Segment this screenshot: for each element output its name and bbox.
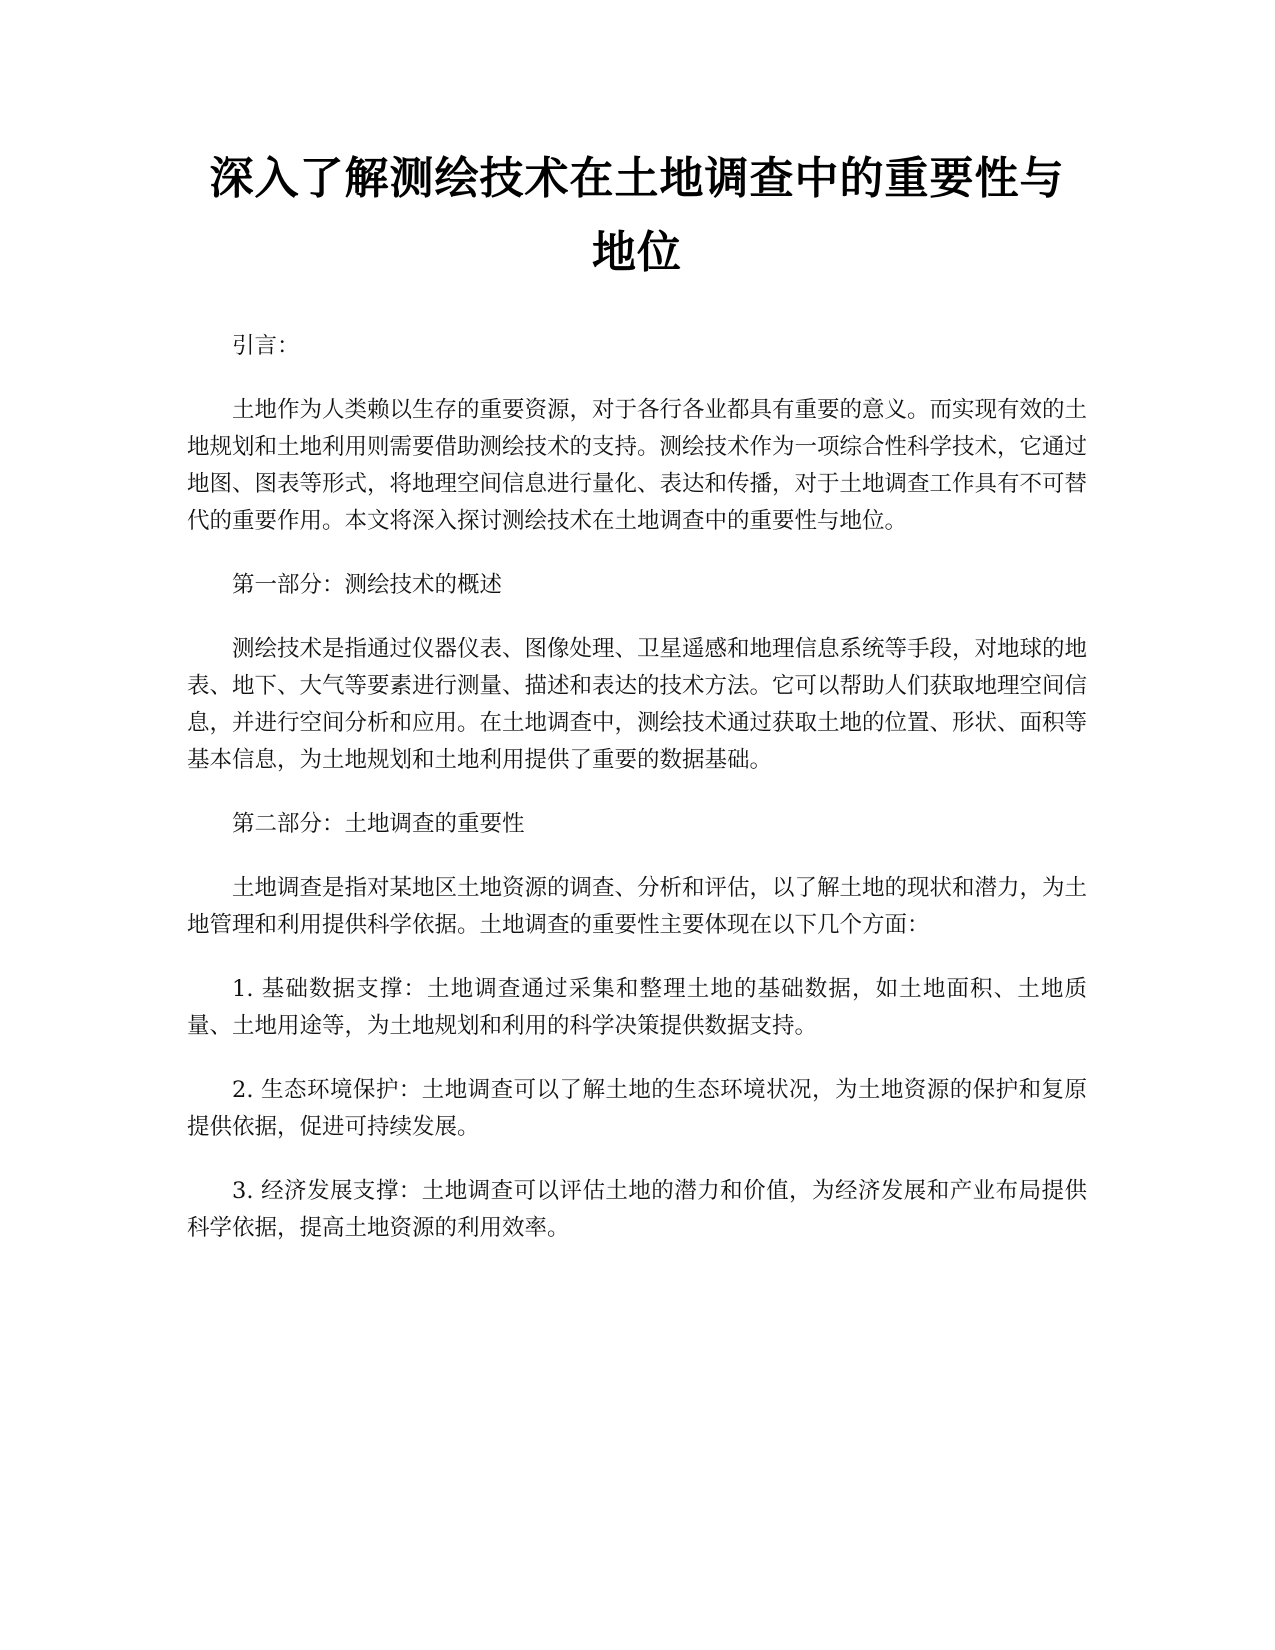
intro-paragraph: 土地作为人类赖以生存的重要资源，对于各行各业都具有重要的意义。而实现有效的土地规划和土地利用则需要借助测绘技术的支持。测绘技术作为一项综合性科学技术，它通过地图、图表等形式，将地理空间信息进行量化、表达和传播，对于土地调查工作具有不可替代的重要作用。本文将深入探讨测绘技术在土地调查中的重要性与地位。 <box>187 397 1088 534</box>
document-page <box>187 142 1087 1274</box>
list-item-3: 3. 经济发展支撑：土地调查可以评估土地的潜力和价值，为经济发展和产业布局提供科学依据，提高土地资源的利用效率。 <box>187 1178 1087 1241</box>
document-body <box>187 328 1087 1247</box>
section-1-paragraph: 测绘技术是指通过仪器仪表、图像处理、卫星遥感和地理信息系统等手段，对地球的地表、地下、大气等要素进行测量、描述和表达的技术方法。它可以帮助人们获取地理空间信息，并进行空间分析和应用。在土地调查中，测绘技术通过获取土地的位置、形状、面积等基本信息，为土地规划和土地利用提供了重要的数据基础。 <box>187 636 1088 773</box>
list-item-2: 2. 生态环境保护：土地调查可以了解土地的生态环境状况，为土地资源的保护和复原提供依据，促进可持续发展。 <box>187 1077 1087 1140</box>
document-title <box>187 142 1087 290</box>
section-2-paragraph: 土地调查是指对某地区土地资源的调查、分析和评估，以了解土地的现状和潜力，为土地管理和利用提供科学依据。土地调查的重要性主要体现在以下几个方面： <box>187 875 1088 938</box>
list-item-1: 1. 基础数据支撑：土地调查通过采集和整理土地的基础数据，如土地面积、土地质量、土地用途等，为土地规划和利用的科学决策提供数据支持。 <box>187 976 1087 1039</box>
section-2-heading: 第二部分：土地调查的重要性 <box>232 811 525 837</box>
intro-heading: 引言： <box>232 333 300 359</box>
title-line-1: 深入了解测绘技术在土地调查中的重要性与 <box>209 153 1065 204</box>
section-1-heading: 第一部分：测绘技术的概述 <box>232 572 503 598</box>
title-line-2: 地位 <box>592 227 682 278</box>
